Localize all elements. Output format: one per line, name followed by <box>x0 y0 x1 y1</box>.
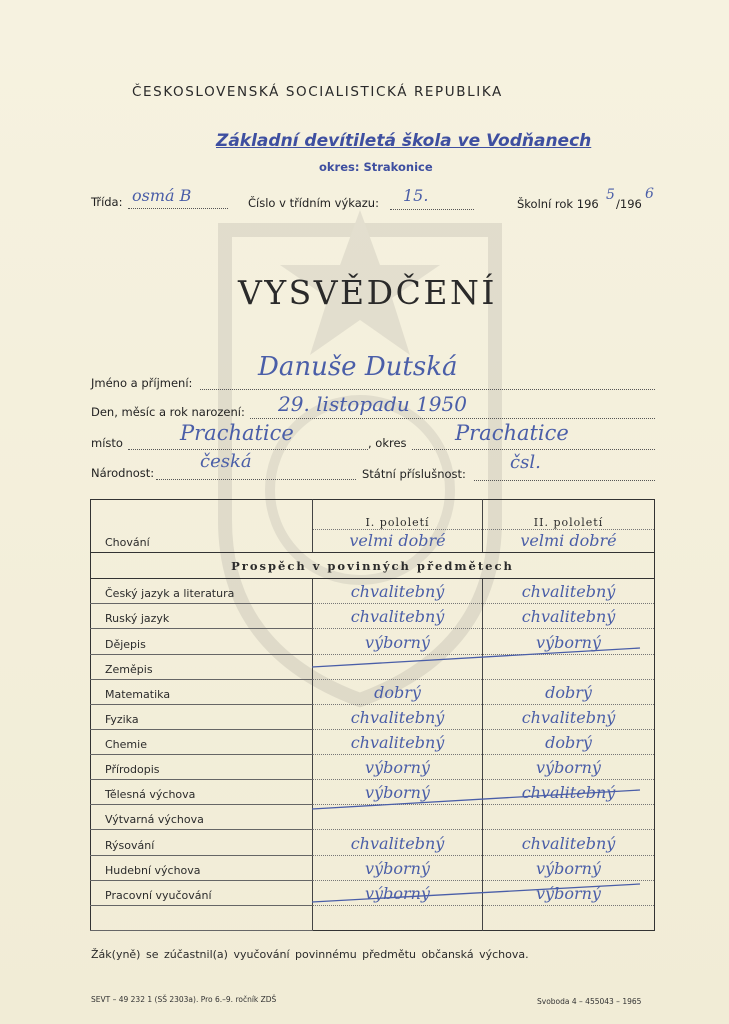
school-year-a: 5 <box>606 187 615 203</box>
subject-name: Ruský jazyk <box>91 604 313 629</box>
place-label: místo <box>91 436 123 450</box>
country-heading: ČESKOSLOVENSKÁ SOCIALISTICKÁ REPUBLIKA <box>132 84 503 100</box>
grade-second-term: chvalitebný <box>483 604 655 629</box>
grade-second-term: dobrý <box>483 679 655 704</box>
grade-first-term: výborný <box>313 780 483 805</box>
col-header-first-term: I. pololetí <box>313 500 483 530</box>
section-title: Prospěch v povinných předmětech <box>91 553 655 579</box>
citizenship-value: čsl. <box>510 452 541 473</box>
district-stamp: okres: Strakonice <box>319 160 433 174</box>
nationality-value: česká <box>200 451 252 472</box>
name-label: Jméno a příjmení: <box>91 376 193 390</box>
register-label: Číslo v třídním výkazu: <box>248 196 379 210</box>
grade-first-term: dobrý <box>313 679 483 704</box>
name-value: Danuše Dutská <box>258 352 458 382</box>
subject-name: Zeměpis <box>91 654 313 679</box>
grade-first-term: výborný <box>313 755 483 780</box>
footer-printer: Svoboda 4 – 455043 – 1965 <box>537 997 642 1006</box>
subject-name: Tělesná výchova <box>91 780 313 805</box>
nationality-label: Národnost: <box>91 466 155 480</box>
civics-note: Žák(yně) se zúčastnil(a) vyučování povinnému předmětu občanská výchova. <box>91 948 529 961</box>
grade-first-term: chvalitebný <box>313 704 483 729</box>
grade-first-term: chvalitebný <box>313 729 483 754</box>
school-year-b: 6 <box>645 186 654 202</box>
subject-name: Chemie <box>91 729 313 754</box>
place-value: Prachatice <box>180 421 294 445</box>
class-label: Třída: <box>91 195 123 209</box>
school-stamp: Základní devítiletá škola ve Vodňanech <box>216 131 592 151</box>
grade-first-term: výborný <box>313 855 483 880</box>
subject-name: Český jazyk a literatura <box>91 579 313 604</box>
district-label: , okres <box>368 436 407 450</box>
school-year-label: Školní rok 196 <box>517 197 599 211</box>
grade-second-term: chvalitebný <box>483 579 655 604</box>
subject-name: Fyzika <box>91 704 313 729</box>
register-value: 15. <box>403 186 429 205</box>
grade-second-term: výborný <box>483 755 655 780</box>
subject-name: Matematika <box>91 679 313 704</box>
grade-first-term: výborný <box>313 880 483 905</box>
subject-name: Hudební výchova <box>91 855 313 880</box>
behaviour-second-term: velmi dobré <box>483 529 655 553</box>
behaviour-first-term: velmi dobré <box>313 529 483 553</box>
grade-second-term: výborný <box>483 880 655 905</box>
subject-name: Přírodopis <box>91 755 313 780</box>
grade-second-term: chvalitebný <box>483 780 655 805</box>
grade-first-term: chvalitebný <box>313 604 483 629</box>
footer-print-code: SEVT – 49 232 1 (SŠ 2303a). Pro 6.–9. ročník ZDŠ <box>91 995 277 1004</box>
grade-second-term: výborný <box>483 855 655 880</box>
grade-first-term: chvalitebný <box>313 579 483 604</box>
grade-first-term: výborný <box>313 629 483 654</box>
document-title: VYSVĚDČENÍ <box>238 273 497 312</box>
grade-second-term: chvalitebný <box>483 704 655 729</box>
class-value: osmá B <box>132 186 192 205</box>
behaviour-label: Chování <box>91 529 313 553</box>
col-header-second-term: II. pololetí <box>483 500 655 530</box>
subject-name: Výtvarná výchova <box>91 805 313 830</box>
citizenship-label: Státní příslušnost: <box>362 467 466 481</box>
subject-name: Dějepis <box>91 629 313 654</box>
birth-label: Den, měsíc a rok narození: <box>91 405 245 419</box>
grade-first-term: chvalitebný <box>313 830 483 855</box>
grade-second-term: dobrý <box>483 729 655 754</box>
subject-name: Rýsování <box>91 830 313 855</box>
district-value: Prachatice <box>455 421 569 445</box>
birth-value: 29. listopadu 1950 <box>278 392 467 416</box>
school-year-mid: /196 <box>616 197 642 211</box>
grade-second-term: výborný <box>483 629 655 654</box>
subject-name: Pracovní vyučování <box>91 880 313 905</box>
grade-second-term: chvalitebný <box>483 830 655 855</box>
